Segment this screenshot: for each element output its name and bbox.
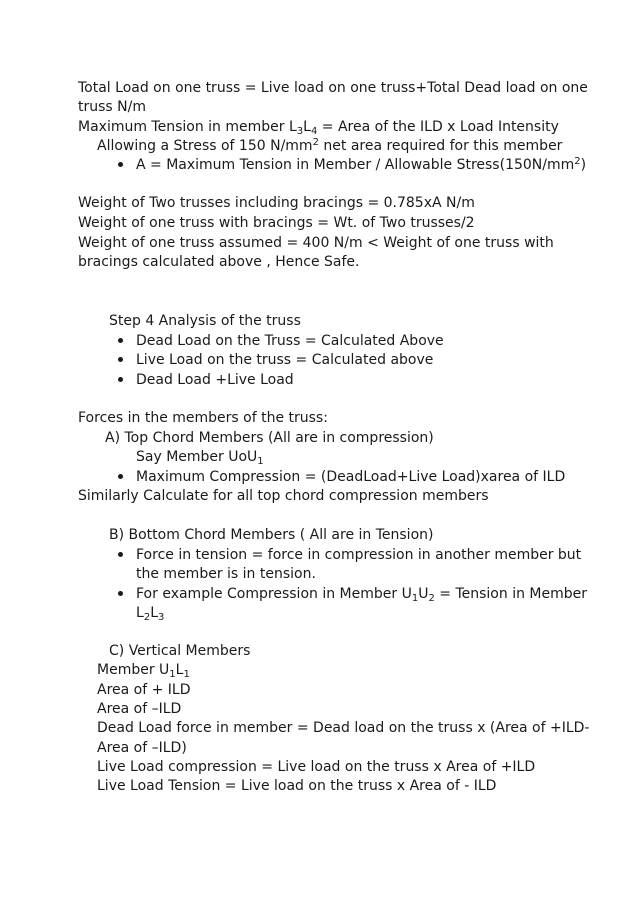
total-load-line-1: Total Load on one truss = Live load on one truss+Total Dead load on one [78,80,588,96]
dead-load-line-1: Dead Load force in member = Dead load on the truss x (Area of +ILD- [97,720,590,736]
say-member-line: Say Member UoU$_1$ [136,449,264,467]
bullet-icon [118,357,123,362]
bottom-chord-heading: B) Bottom Chord Members ( All are in Tension) [109,527,434,543]
step4-item: Dead Load on the Truss = Calculated Above [136,333,444,349]
max-compression-line: Maximum Compression = (DeadLoad+Live Load)xarea of ILD [136,469,566,485]
weight-assumed-line-1: Weight of one truss assumed = 400 N/m < Weight of one truss with [78,235,554,251]
live-load-compression: Live Load compression = Live load on the truss x Area of +ILD [97,759,536,775]
weight-one-truss: Weight of one truss with bracings = Wt. of Two trusses/2 [78,215,475,231]
bullet-icon [118,338,123,343]
area-formula-line: A = Maximum Tension in Member / Allowable $Stress(150N/mm^2)$ [136,156,587,173]
allowing-stress-line: Allowing a Stress of 150 $N/mm^2$ net area required for this member [97,137,563,154]
step4-item: Dead Load +Live Load [136,372,294,388]
bullet-icon [118,474,123,479]
live-load-tension: Live Load Tension = Live load on the truss x Area of - ILD [97,778,497,794]
total-load-line-2: truss N/m [78,99,146,115]
area-minus-ild: Area of –ILD [97,701,182,717]
dead-load-line-2: Area of –ILD) [97,740,187,756]
area-plus-ild: Area of + ILD [97,682,191,698]
bottom-item-2-line-2: $L_2L_3$ [136,605,165,623]
bottom-item-1-line-1: Force in tension = force in compression in another member but [136,547,582,563]
weight-two-trusses: Weight of Two trusses including bracings = 0.785xA N/m [78,195,475,211]
weight-assumed-line-2: bracings calculated above , Hence Safe. [78,254,360,270]
forces-heading: Forces in the members of the truss: [78,410,328,426]
similarly-line: Similarly Calculate for all top chord compression members [78,488,489,504]
bullet-icon [118,162,123,167]
bottom-item-2-line-1: For example Compression in Member $U_1U_2$ = Tension in Member [136,586,587,604]
bullet-icon [118,552,123,557]
bullet-icon [118,377,123,382]
step4-heading: Step 4 Analysis of the truss [109,313,301,329]
bullet-icon [118,591,123,596]
max-tension-line: Maximum Tension in member $L_3L_4$ = Area of the ILD x Load Intensity [78,119,559,137]
vertical-heading: C) Vertical Members [109,643,251,659]
bottom-item-1-line-2: the member is in tension. [136,566,316,582]
member-line: Member $U_1L_1$ [97,662,190,680]
top-chord-heading: A) Top Chord Members (All are in compression) [105,430,434,446]
step4-item: Live Load on the truss = Calculated above [136,352,434,368]
